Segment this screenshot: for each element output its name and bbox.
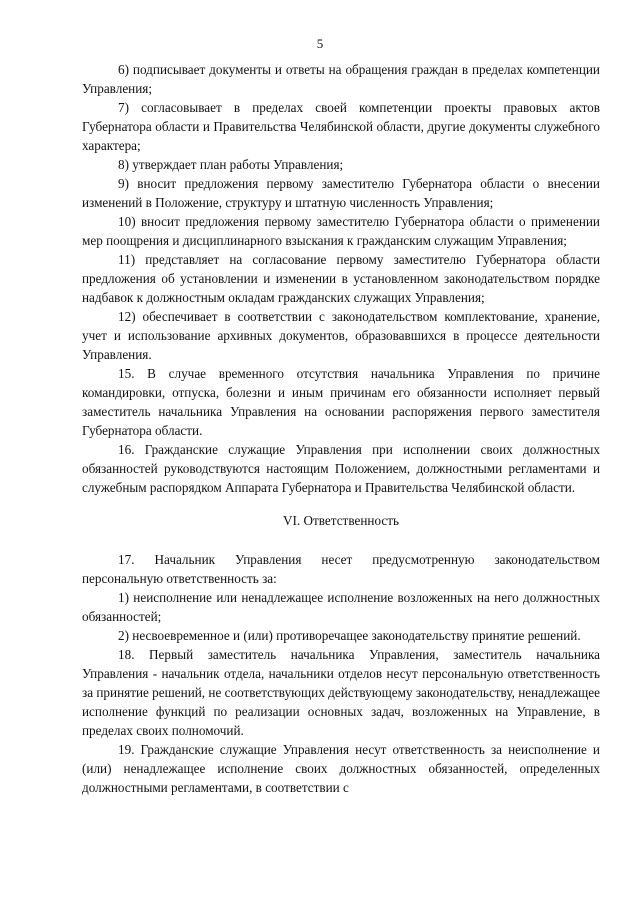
item-9-structure-proposals: 9) вносит предложения первому заместителю Губернатора области о внесении изменений в Положение, структуру и штатную численность Управления; (82, 176, 600, 210)
section-heading-responsibility: VI. Ответственность (282, 513, 399, 528)
clause-17-head-responsibility: 17. Начальник Управления несет предусмотренную законодательством персональную ответственность за: (82, 552, 600, 586)
item-10-incentive-proposals: 10) вносит предложения первому заместителю Губернатора области о применении мер поощрения и дисциплинарного взыскания к гражданским служащим Управления; (82, 214, 600, 248)
document-body (82, 60, 600, 797)
page-number: 5 (316, 36, 324, 51)
item-1-non-performance: 1) неисполнение или ненадлежащее исполнение возложенных на него должностных обязанностей; (82, 590, 600, 624)
clause-18-deputies-responsibility: 18. Первый заместитель начальника Управления, заместитель начальника Управления - начальник отдела, начальники отделов несут персональную ответственность за принятие решений, не соответствующих действующему законодательству, ненадлежащее исполнение функций по реализации основных задач, возложенных на Управление, в пределах своих полномочий. (82, 647, 600, 738)
item-6-signs-documents: 6) подписывает документы и ответы на обращения граждан в пределах компетенции Управления; (82, 62, 600, 96)
clause-15-temporary-absence: 15. В случае временного отсутствия начальника Управления по причине командировки, отпуска, болезни и иным причинам его обязанности исполняет первый заместитель начальника Управления на основании распоряжения первого заместителя Губернатора области. (82, 366, 600, 438)
item-7-approves-drafts: 7) согласовывает в пределах своей компетенции проекты правовых актов Губернатора области и Правительства Челябинской области, другие документы служебного характера; (82, 100, 600, 153)
item-8-approves-work-plan: 8) утверждает план работы Управления; (118, 157, 344, 172)
clause-16-civil-servants-guidance: 16. Гражданские служащие Управления при исполнении своих должностных обязанностей руководствуются настоящим Положением, должностными регламентами и служебным распорядком Аппарата Губернатора и Правительства Челябинской области. (82, 442, 600, 495)
clause-19-civil-servants-responsibility: 19. Гражданские служащие Управления несут ответственность за неисполнение и (или) ненадлежащее исполнение своих должностных обязанностей, определенных должностными регламентами, в соответствии с (82, 742, 600, 795)
item-12-archive-documents: 12) обеспечивает в соответствии с законодательством комплектование, хранение, учет и использование архивных документов, образовавшихся в процессе деятельности Управления. (82, 309, 600, 362)
item-2-untimely-decisions: 2) несвоевременное и (или) противоречащее законодательству принятие решений. (118, 628, 581, 643)
item-11-salary-bonus-proposals: 11) представляет на согласование первому заместителю Губернатора области предложения об установлении и изменении в установленном законодательством порядке надбавок к должностным окладам гражданских служащих Управления; (82, 252, 600, 305)
